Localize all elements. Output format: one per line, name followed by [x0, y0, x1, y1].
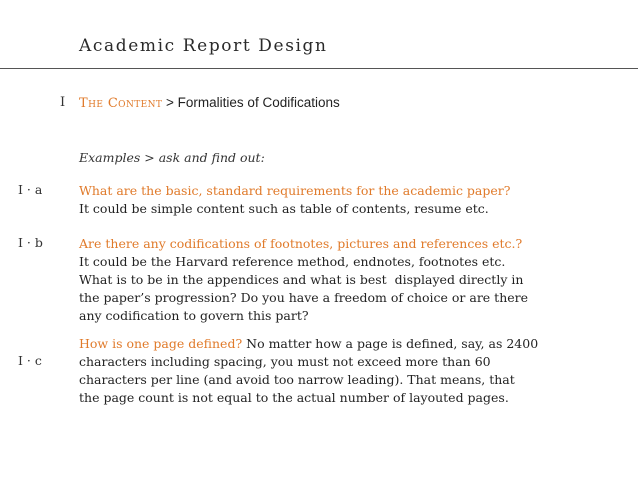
- item-c-first-line: [79, 335, 631, 353]
- section-heading: [0, 95, 638, 115]
- item-b-line: What is to be in the appendices and what is best displayed directly in: [79, 272, 524, 287]
- item-c-question: How is one page defined?: [79, 336, 243, 351]
- item-b-line: the paper’s progression? Do you have a freedom of choice or are there: [79, 290, 529, 305]
- item-c: [79, 335, 631, 407]
- item-b-question: Are there any codifications of footnotes, pictures and references etc.?: [79, 236, 523, 251]
- item-c-line: the page count is not equal to the actual number of layouted pages.: [79, 390, 509, 405]
- item-b: [79, 235, 631, 325]
- item-b-line: It could be the Harvard reference method, endnotes, footnotes etc.: [79, 254, 506, 269]
- examples-intro: Examples > ask and find out:: [79, 150, 265, 165]
- item-label-a: I · a: [18, 182, 43, 197]
- section-number: I: [60, 95, 66, 110]
- item-c-first-line-rest: No matter how a page is defined, say, as 2400: [242, 336, 539, 351]
- item-a-line: It could be simple content such as table of contents, resume etc.: [79, 201, 489, 216]
- section-breadcrumb: [79, 95, 340, 111]
- section-title: The Content: [79, 96, 163, 111]
- item-a-question: What are the basic, standard requirements for the academic paper?: [79, 183, 511, 198]
- item-label-c: I · c: [18, 353, 42, 368]
- item-label-b: I · b: [18, 235, 43, 250]
- item-c-line: characters including spacing, you must not exceed more than 60: [79, 354, 491, 369]
- item-c-line: characters per line (and avoid too narrow leading). That means, that: [79, 372, 515, 387]
- title-divider: [0, 68, 638, 69]
- page-title: Academic Report Design: [79, 36, 328, 56]
- item-b-line: any codification to govern this part?: [79, 308, 309, 323]
- section-subtitle: Formalities of Codifications: [177, 95, 340, 110]
- item-a: [79, 182, 631, 218]
- breadcrumb-separator: >: [162, 95, 178, 110]
